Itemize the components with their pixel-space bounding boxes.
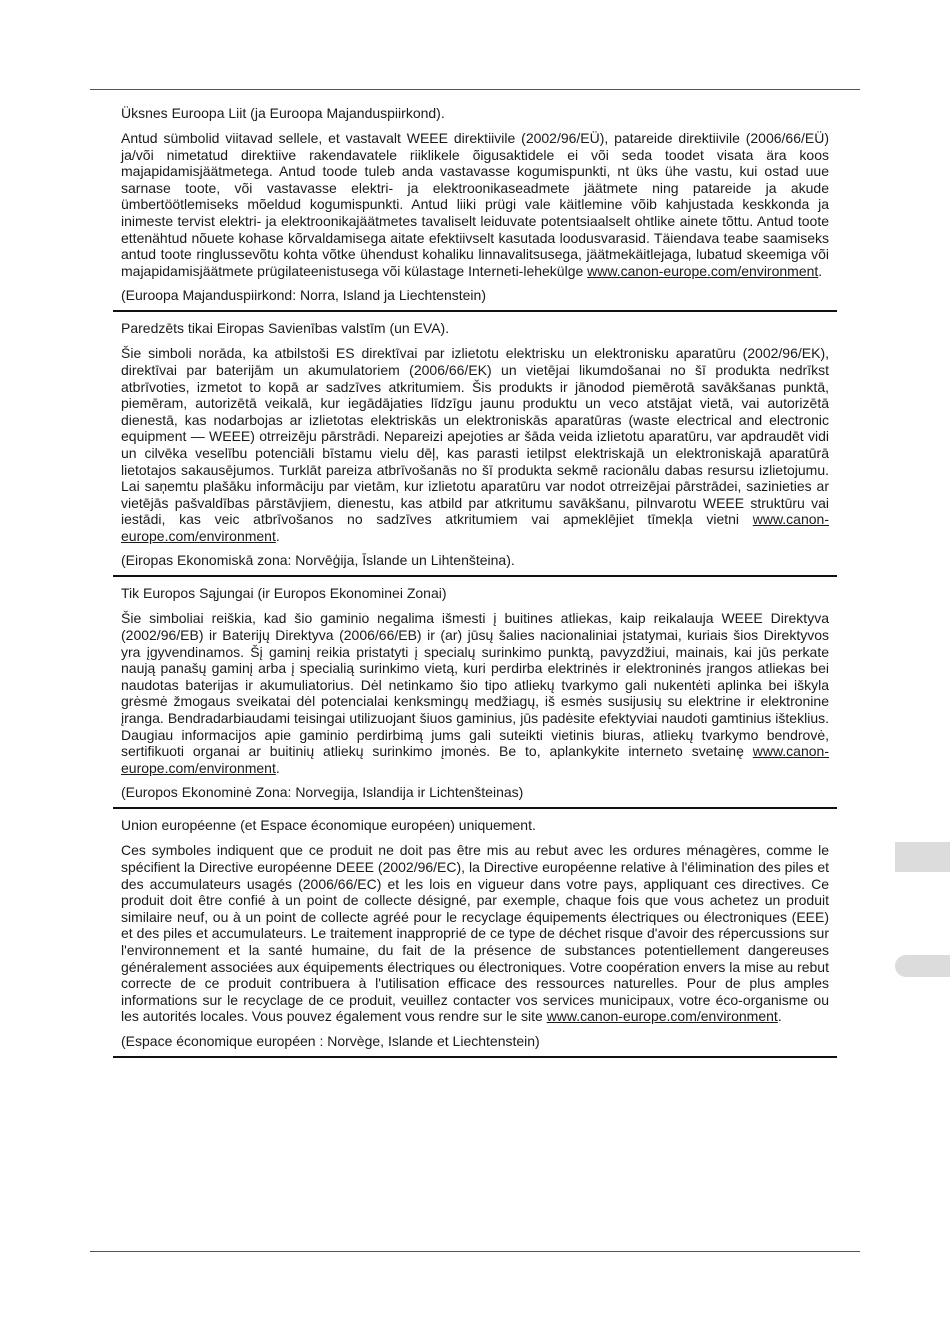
notice-body <box>121 130 829 279</box>
notice-tail: . <box>777 1008 782 1025</box>
notice-tail: . <box>275 527 280 544</box>
notice-text: Šie simboliai reiškia, kad šio gaminio negalima išmesti į buitines atliekas, kaip reikalauja WEEE Direktyva (2002/96/EB) ir Baterijų Direktyva (2006/66/EB) ir (ar) jūsų šalies nacionaliniai įstatymai, kuriais šios Direktyvos yra įgyvendinamos. Šį gaminį reikia pristatyti į specialų surinkimo punktą, pavyzdžiui, mainais, kai jūs perkate naują panašų gaminį arba į specialią surinkimo vietą, kuri perdirba elektrinės ir elektroninės įrangos atliekas bei naudotas baterijas ir akumuliatorius. Dėl netinkamo šio tipo atliekų tvarkymo gali nukentėti aplinka bei iškyla grėsmė žmogaus sveikatai dėl potencialai kenksmingų medžiagų, iš esmės susijusių su elektrine ir elektronine įranga. Bendradarbiaudami teisingai utilizuojant šiuos gaminius, jūs padėsite efektyviai naudoti gamtinius išteklius. Daugiau informacijos apie gaminio perdirbimą jums gali suteikti vietinis biuras, atliekų tvarkymo bendrovė, sertifikuoti organai ar buitinių atliekų surinkimo įmonės. Be to, aplankykite interneto svetainę <box>121 610 829 760</box>
notice-heading: Union européenne (et Espace économique européen) uniquement. <box>121 817 536 834</box>
weee-notice-list <box>113 99 837 1058</box>
notice-body <box>121 842 829 1025</box>
notice-scope-note: (Espace économique européen : Norvège, Islande et Liechtenstein) <box>121 1032 540 1049</box>
notice-estonian <box>113 99 837 312</box>
environment-link[interactable]: www.canon-europe.com/environment <box>587 262 819 279</box>
environment-link[interactable]: www.canon-europe.com/environment <box>546 1008 778 1025</box>
notice-text: Antud sümbolid viitavad sellele, et vastavalt WEEE direktiivile (2002/96/EÜ), patareide direktiivile (2006/66/EÜ) ja/või nimetatud direktiive rakendavatele riiklikele õigusaktidele ei või seda toodet visata ära koos majapidamisjäätmetega. Antud toode tuleb anda vastavasse kogumispunkti, nt üks ühe vastu, kui ostad uue sarnase toote, või vastavasse elektri- ja elektroonikaseadmete jäätmete ning patareide ja akude ümbertöötlemiseks mõeldud kogumispunkti. Antud liiki prügi vale käitlemine võib kahjustada keskkonda ja inimeste tervist elektri- ja elektroonikajäätmetes tavaliselt leiduvate potentsiaalselt ohtlike ainete tõttu. Antud toote ettenähtud nõuete kohase kõrvaldamisega aitate efektiivselt kasutada loodusvarasid. Täiendava teabe saamiseks antud toote ringlussevõtu kohta võtke ühendust kohaliku linnavalitsusega, jäätmekäitlejaga, lubatud skeemiga või majapidamisjäätmete prügilateenistusega või külastage Interneti-lehekülge <box>121 130 829 279</box>
notice-text: Ces symboles indiquent que ce produit ne doit pas être mis au rebut avec les ordures ménagères, comme le spécifient la Directive européenne DEEE (2002/96/EC), la Directive européenne relative à l'élimination des piles et des accumulateurs usagés (2006/66/EC) et les lois en vigueur dans votre pays, appliquant ces directives. Ce produit doit être confié à un point de collecte désigné, par exemple, chaque fois que vous achetez un produit similaire neuf, ou à un point de collecte agréé pour le recyclage équipements électriques ou électroniques (EEE) et des piles et accumulateurs. Le traitement inapproprié de ce type de déchet risque d'avoir des répercussions sur l'environnement et la santé humaine, du fait de la présence de substances potentiellement dangereuses généralement associées aux équipements électriques ou électroniques. Votre coopération envers la mise au rebut correcte de ce produit contribuera à l'utilisation efficace des ressources naturelles. Pour de plus amples informations sur le recyclage de ce produit, veuillez contacter vos services municipaux, votre éco-organisme ou les autorités locales. Vous pouvez également vous rendre sur le site <box>121 842 829 1025</box>
notice-french <box>113 809 837 1058</box>
footer-rule <box>90 1251 860 1252</box>
notice-text: Šie simboli norāda, ka atbilstoši ES direktīvai par izlietotu elektrisku un elektronisku aparatūru (2002/96/EK), direktīvai par baterijām un akumulatoriem (2006/66/EK) un vietējai likumdošanai no šī produkta nedrīkst atbrīvoties, izmetot to kopā ar sadzīves atkritumiem. Šis produkts ir jānodod piemērotā savākšanas punktā, piemēram, autorizētā veikalā, kur iegādājaties līdzīgu jaunu produktu un veco atstājat vietā, vai autorizētā dienestā, kas nodarbojas ar izlietotas elektriskās un elektroniskās aparatūras (waste electrical and electronic equipment — WEEE) otrreizēju pārstrādi. Nepareizi apejoties ar šāda veida izlietotu aparatūru, var apdraudēt vidi un cilvēka veselību potenciāli bīstamu vielu dēļ, kas parasti ietilpst elektriskajā un elektroniskajā aparatūrā lietotajos sakausējumos. Turklāt pareiza atbrīvošanās no šī produkta sekmē racionālu dabas resursu izlietojumu. Lai saņemtu plašāku informāciju par vietām, kur izlietotu aparatūru var nodot otrreizējai pārstrādei, sazinieties ar vietējās pašvaldības pārstāvjiem, dienestu, kas atbild par atkritumu savākšanu, pilnvarotu WEEE struktūru vai iestādi, kas veic atbrīvošanos no sadzīves atkritumiem vai apmeklējiet tīmekļa vietni <box>121 345 829 528</box>
notice-heading: Üksnes Euroopa Liit (ja Euroopa Majanduspiirkond). <box>121 105 445 121</box>
environment-link[interactable]: www.canon-europe.com/environment <box>121 743 829 776</box>
notice-body <box>121 345 829 544</box>
notice-heading: Tik Europos Sąjungai (ir Europos Ekonominei Zonai) <box>121 585 447 602</box>
notice-body <box>121 610 829 776</box>
notice-tail: . <box>275 759 280 776</box>
notice-scope-note: (Europos Ekonominė Zona: Norvegija, Islandija ir Lichtenšteinas) <box>121 784 524 801</box>
chapter-tab <box>895 842 950 872</box>
notice-scope-note: (Euroopa Majanduspiirkond: Norra, Island ja Liechtenstein) <box>121 287 486 304</box>
notice-tail: . <box>818 262 823 279</box>
section-tab <box>895 955 950 977</box>
environment-link[interactable]: www.canon-europe.com/environment <box>121 511 829 544</box>
notice-heading: Paredzēts tikai Eiropas Savienības valstīm (un EVA). <box>121 320 450 337</box>
notice-scope-note: (Eiropas Ekonomiskā zona: Norvēģija, Īslande un Lihtenšteina). <box>121 552 515 569</box>
header-rule <box>90 89 860 90</box>
notice-latvian <box>113 312 837 577</box>
notice-lithuanian <box>113 577 837 809</box>
